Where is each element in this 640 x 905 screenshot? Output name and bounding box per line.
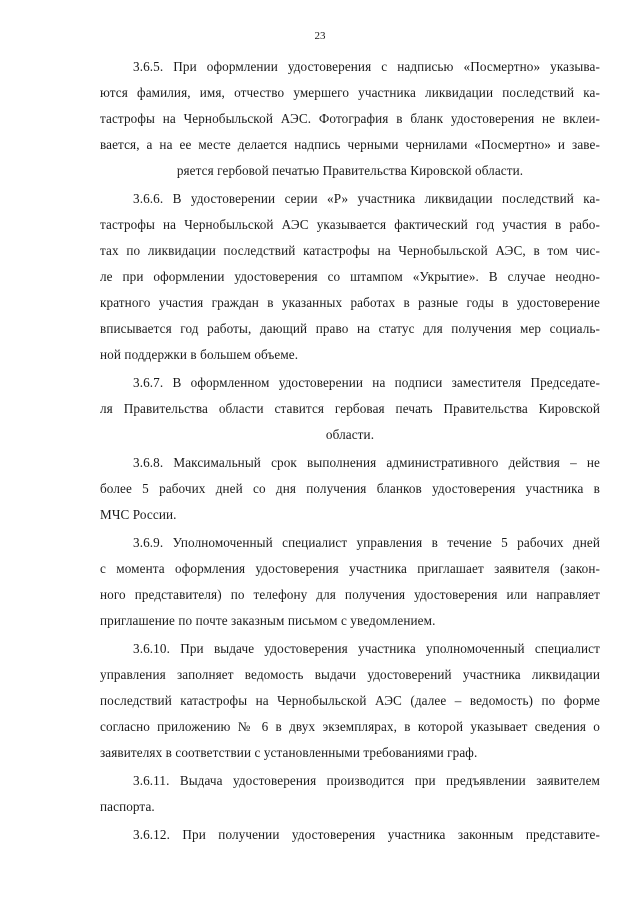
text-line: 3.6.8. Максимальный срок выполнения административного действия – не: [133, 455, 600, 470]
text-line: ля Правительства области ставится гербовая печать Правительства Кировской: [100, 401, 600, 416]
text-line: ются фамилия, имя, отчество умершего участника ликвидации последствий ка-: [100, 85, 600, 100]
text-line: тастрофы на Чернобыльской АЭС. Фотография в бланк удостоверения не вклеи-: [100, 111, 600, 126]
text-line: области.: [325, 427, 375, 442]
paragraph-3-6-11: [100, 768, 600, 820]
page-number: 23: [314, 30, 326, 42]
text-line: кратного участия граждан в указанных работах в разные годы в удостоверение: [100, 295, 600, 310]
text-line: управления заполняет ведомость выдачи удостоверений участника ликвидации: [100, 667, 600, 682]
text-line: ле при оформлении удостоверения со штампом «Укрытие». В случае неодно-: [100, 269, 600, 284]
text-line: более 5 рабочих дней со дня получения бланков удостоверения участника в: [100, 481, 600, 496]
paragraph-3-6-7: [100, 370, 600, 448]
text-line: 3.6.7. В оформленном удостоверении на подписи заместителя Председате-: [133, 375, 600, 390]
document-body: [100, 54, 600, 850]
text-line: 3.6.12. При получении удостоверения участника законным представите-: [133, 827, 600, 842]
text-line: ной поддержки в большем объеме.: [100, 347, 299, 362]
paragraph-3-6-9: [100, 530, 600, 634]
paragraph-3-6-6: [100, 186, 600, 368]
text-line: паспорта.: [100, 799, 155, 814]
text-line: вписывается год работы, дающий право на статус для получения мер социаль-: [100, 321, 600, 336]
paragraph-3-6-8: [100, 450, 600, 528]
text-line: согласно приложению № 6 в двух экземплярах, в которой указывает сведения о: [100, 719, 600, 734]
text-line: 3.6.11. Выдача удостоверения производится при предъявлении заявителем: [133, 773, 600, 788]
text-line: 3.6.10. При выдаче удостоверения участника уполномоченный специалист: [133, 641, 600, 656]
paragraph-3-6-10: [100, 636, 600, 766]
text-line: с момента оформления удостоверения участника приглашает заявителя (закон-: [100, 561, 600, 576]
text-line: заявителях в соответствии с установленными требованиями граф.: [100, 745, 478, 760]
text-line: МЧС России.: [100, 507, 177, 522]
text-line: вается, а на ее месте делается надпись черными чернилами «Посмертно» и заве-: [100, 137, 600, 152]
text-line: тастрофы на Чернобыльской АЭС указывается фактический год участия в рабо-: [100, 217, 600, 232]
text-line: последствий катастрофы на Чернобыльской АЭС (далее – ведомость) по форме: [100, 693, 600, 708]
text-line: ряется гербовой печатью Правительства Кировской области.: [176, 163, 524, 178]
text-line: приглашение по почте заказным письмом с уведомлением.: [100, 613, 436, 628]
paragraph-3-6-12: [100, 822, 600, 848]
text-line: ного представителя) по телефону для получения удостоверения или направляет: [100, 587, 600, 602]
text-line: 3.6.9. Уполномоченный специалист управления в течение 5 рабочих дней: [133, 535, 600, 550]
text-line: 3.6.6. В удостоверении серии «Р» участника ликвидации последствий ка-: [133, 191, 600, 206]
text-line: 3.6.5. При оформлении удостоверения с надписью «Посмертно» указыва-: [133, 59, 600, 74]
text-line: тах по ликвидации последствий катастрофы на Чернобыльской АЭС, в том чис-: [100, 243, 600, 258]
paragraph-3-6-5: [100, 54, 600, 184]
